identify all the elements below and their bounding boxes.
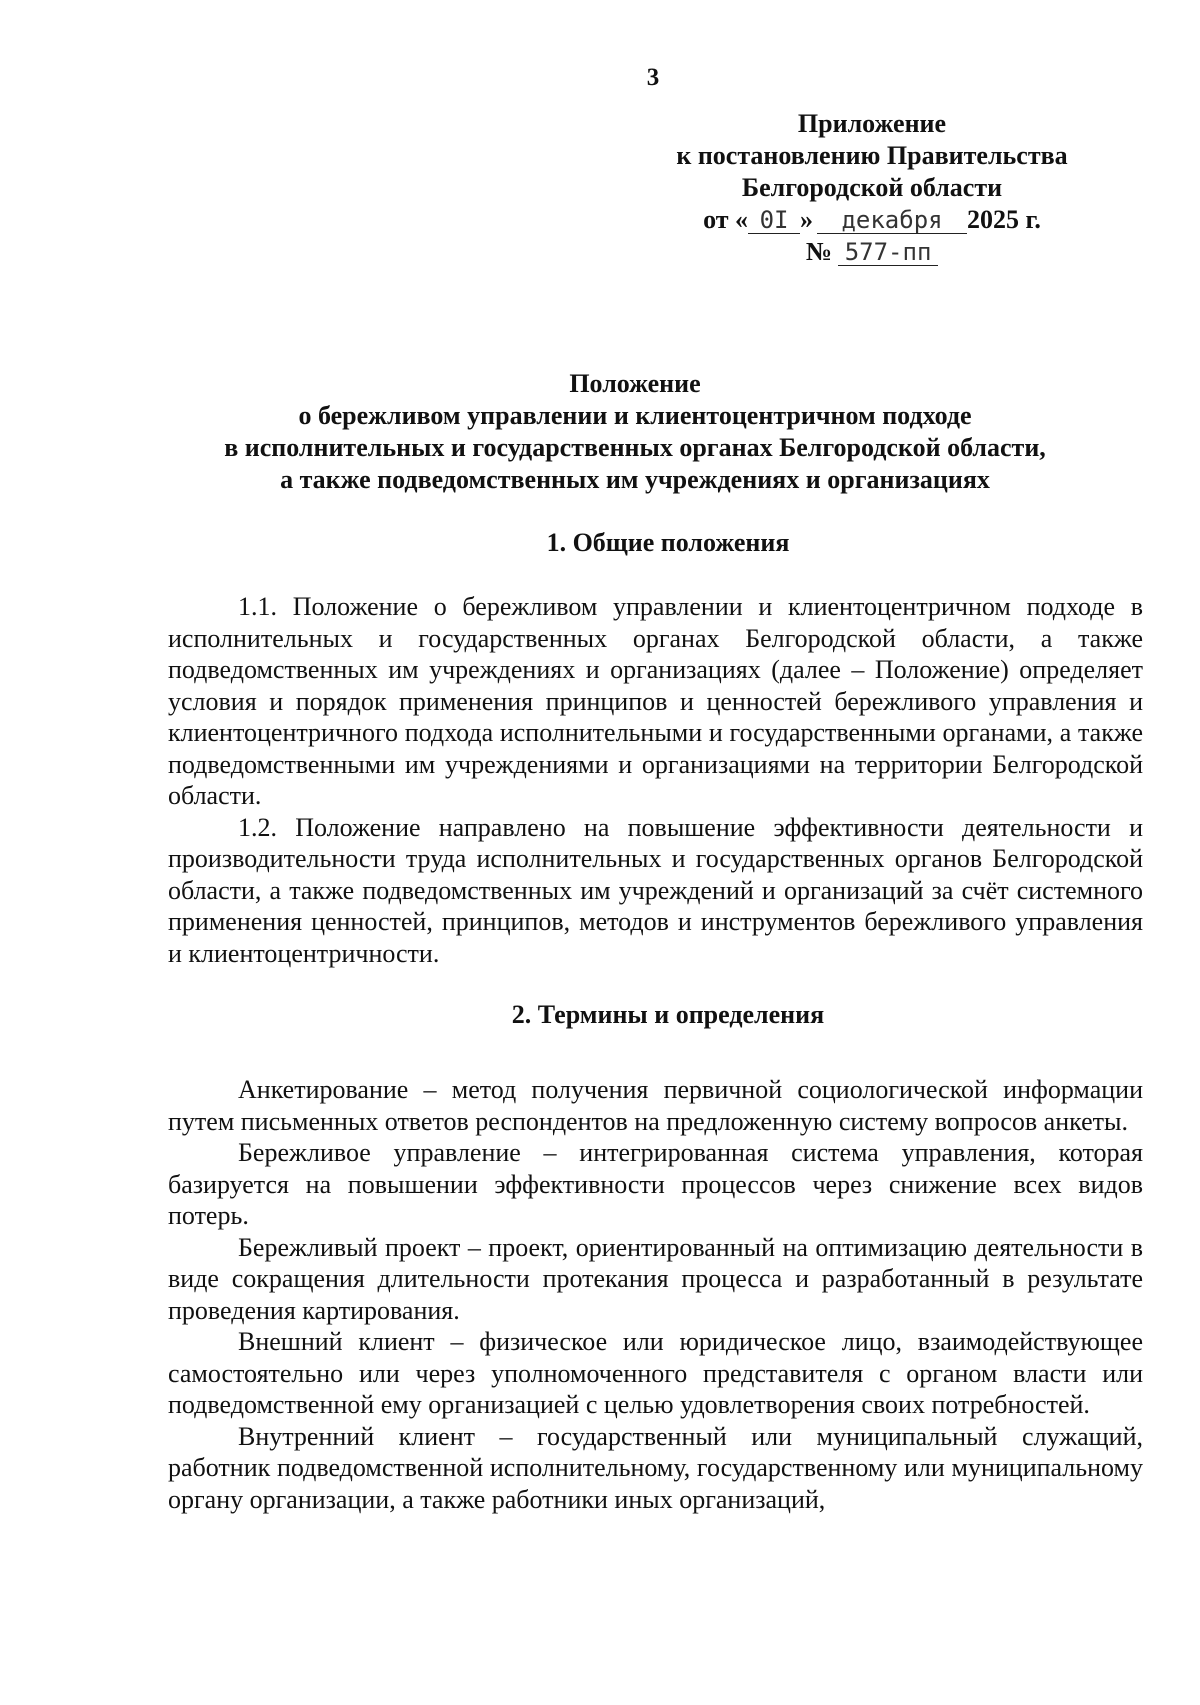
appendix-date (642, 204, 1102, 236)
section2-body (168, 1074, 1143, 1515)
page-number: 3 (646, 64, 660, 91)
title-line2: о бережливом управлении и клиентоцентричном подходе (298, 401, 972, 430)
paragraph: Внутренний клиент – государственный или муниципальный служащий, работник подведомственной исполнительному, государственному или муниципальному органу организации, а также работники иных организаций, (168, 1421, 1143, 1514)
paragraph: Анкетирование – метод получения первичной социологической информации путем письменных ответов респондентов на предложенную систему вопросов анкеты. (168, 1075, 1143, 1136)
number-value: 577-пп (838, 239, 938, 266)
appendix-line2: к постановлению Правительства (676, 141, 1068, 170)
appendix-header (642, 108, 1102, 268)
appendix-line3: Белгородской области (741, 173, 1003, 202)
date-year: 2025 г. (967, 205, 1041, 234)
paragraph: Бережливый проект – проект, ориентированный на оптимизацию деятельности в виде сокращения длительности протекания процесса и разработанный в результате проведения картирования. (168, 1232, 1143, 1325)
paragraph: Бережливое управление – интегрированная система управления, которая базируется на повышении эффективности процессов через снижение всех видов потерь. (168, 1138, 1143, 1230)
number-label: № (805, 237, 833, 266)
paragraph: 1.1. Положение о бережливом управлении и клиентоцентричном подходе в исполнительных и государственных органах Белгородской области, а также подведомственных им учреждениях и организациях (далее – Положение) определяет условия и порядок применения принципов и ценностей бережливого управления и клиентоцентричного подхода исполнительными и государственными органами, а также подведомственными им учреждениями и организациями на территории Белгородской области. (168, 592, 1143, 810)
title-line3: в исполнительных и государственных органах Белгородской области, (224, 433, 1046, 462)
appendix-line1: Приложение (797, 109, 947, 138)
date-mid: » (800, 205, 814, 234)
section1-heading: 1. Общие положения (546, 528, 790, 557)
date-month: декабря (817, 207, 967, 234)
paragraph: Внешний клиент – физическое или юридическое лицо, взаимодействующее самостоятельно или через уполномоченного представителя с органом власти или подведомственной ему организацией с целью удовлетворения своих потребностей. (168, 1327, 1143, 1419)
paragraph: 1.2. Положение направлено на повышение эффективности деятельности и производительности труда исполнительных и государственных органов Белгородской области, а также подведомственных им учреждений и организаций за счёт системного применения ценностей, принципов, методов и инструментов бережливого управления и клиентоцентричности. (168, 812, 1143, 968)
section2-heading: 2. Термины и определения (511, 1000, 825, 1029)
document-title (170, 368, 1100, 496)
appendix-number (642, 236, 1102, 268)
title-line4: а также подведомственных им учреждениях и организациях (280, 465, 990, 494)
date-prefix: от « (703, 205, 749, 234)
section1-body (168, 591, 1143, 969)
title-line1: Положение (569, 369, 701, 398)
date-day: 0I (748, 207, 800, 234)
